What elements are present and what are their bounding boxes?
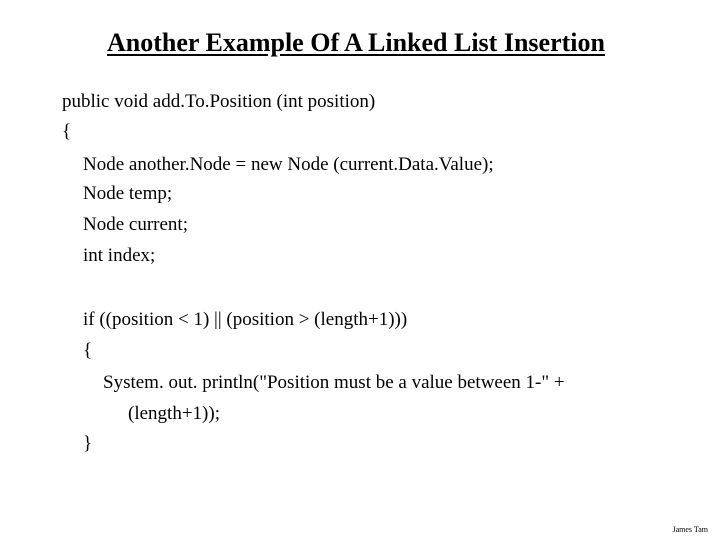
code-if-close-brace: } <box>83 433 93 454</box>
code-line-node-current: Node current; <box>83 214 188 235</box>
code-line-node-temp: Node temp; <box>83 183 173 204</box>
code-line-if-condition: if ((position < 1) || (position > (length+1))) <box>83 309 408 330</box>
code-line-another-node: Node another.Node = new Node (current.Data.Value); <box>83 154 494 175</box>
code-line-println: System. out. println("Position must be a value between 1-" + <box>103 372 565 393</box>
code-if-open-brace: { <box>83 340 93 361</box>
code-line-println-continued: (length+1)); <box>128 403 220 424</box>
slide-title: Another Example Of A Linked List Insertion <box>107 28 605 57</box>
author-footer: James Tam <box>672 525 708 534</box>
code-method-open-brace: { <box>62 121 72 142</box>
code-line-int-index: int index; <box>83 245 156 266</box>
code-method-signature: public void add.To.Position (int position) <box>62 91 376 112</box>
